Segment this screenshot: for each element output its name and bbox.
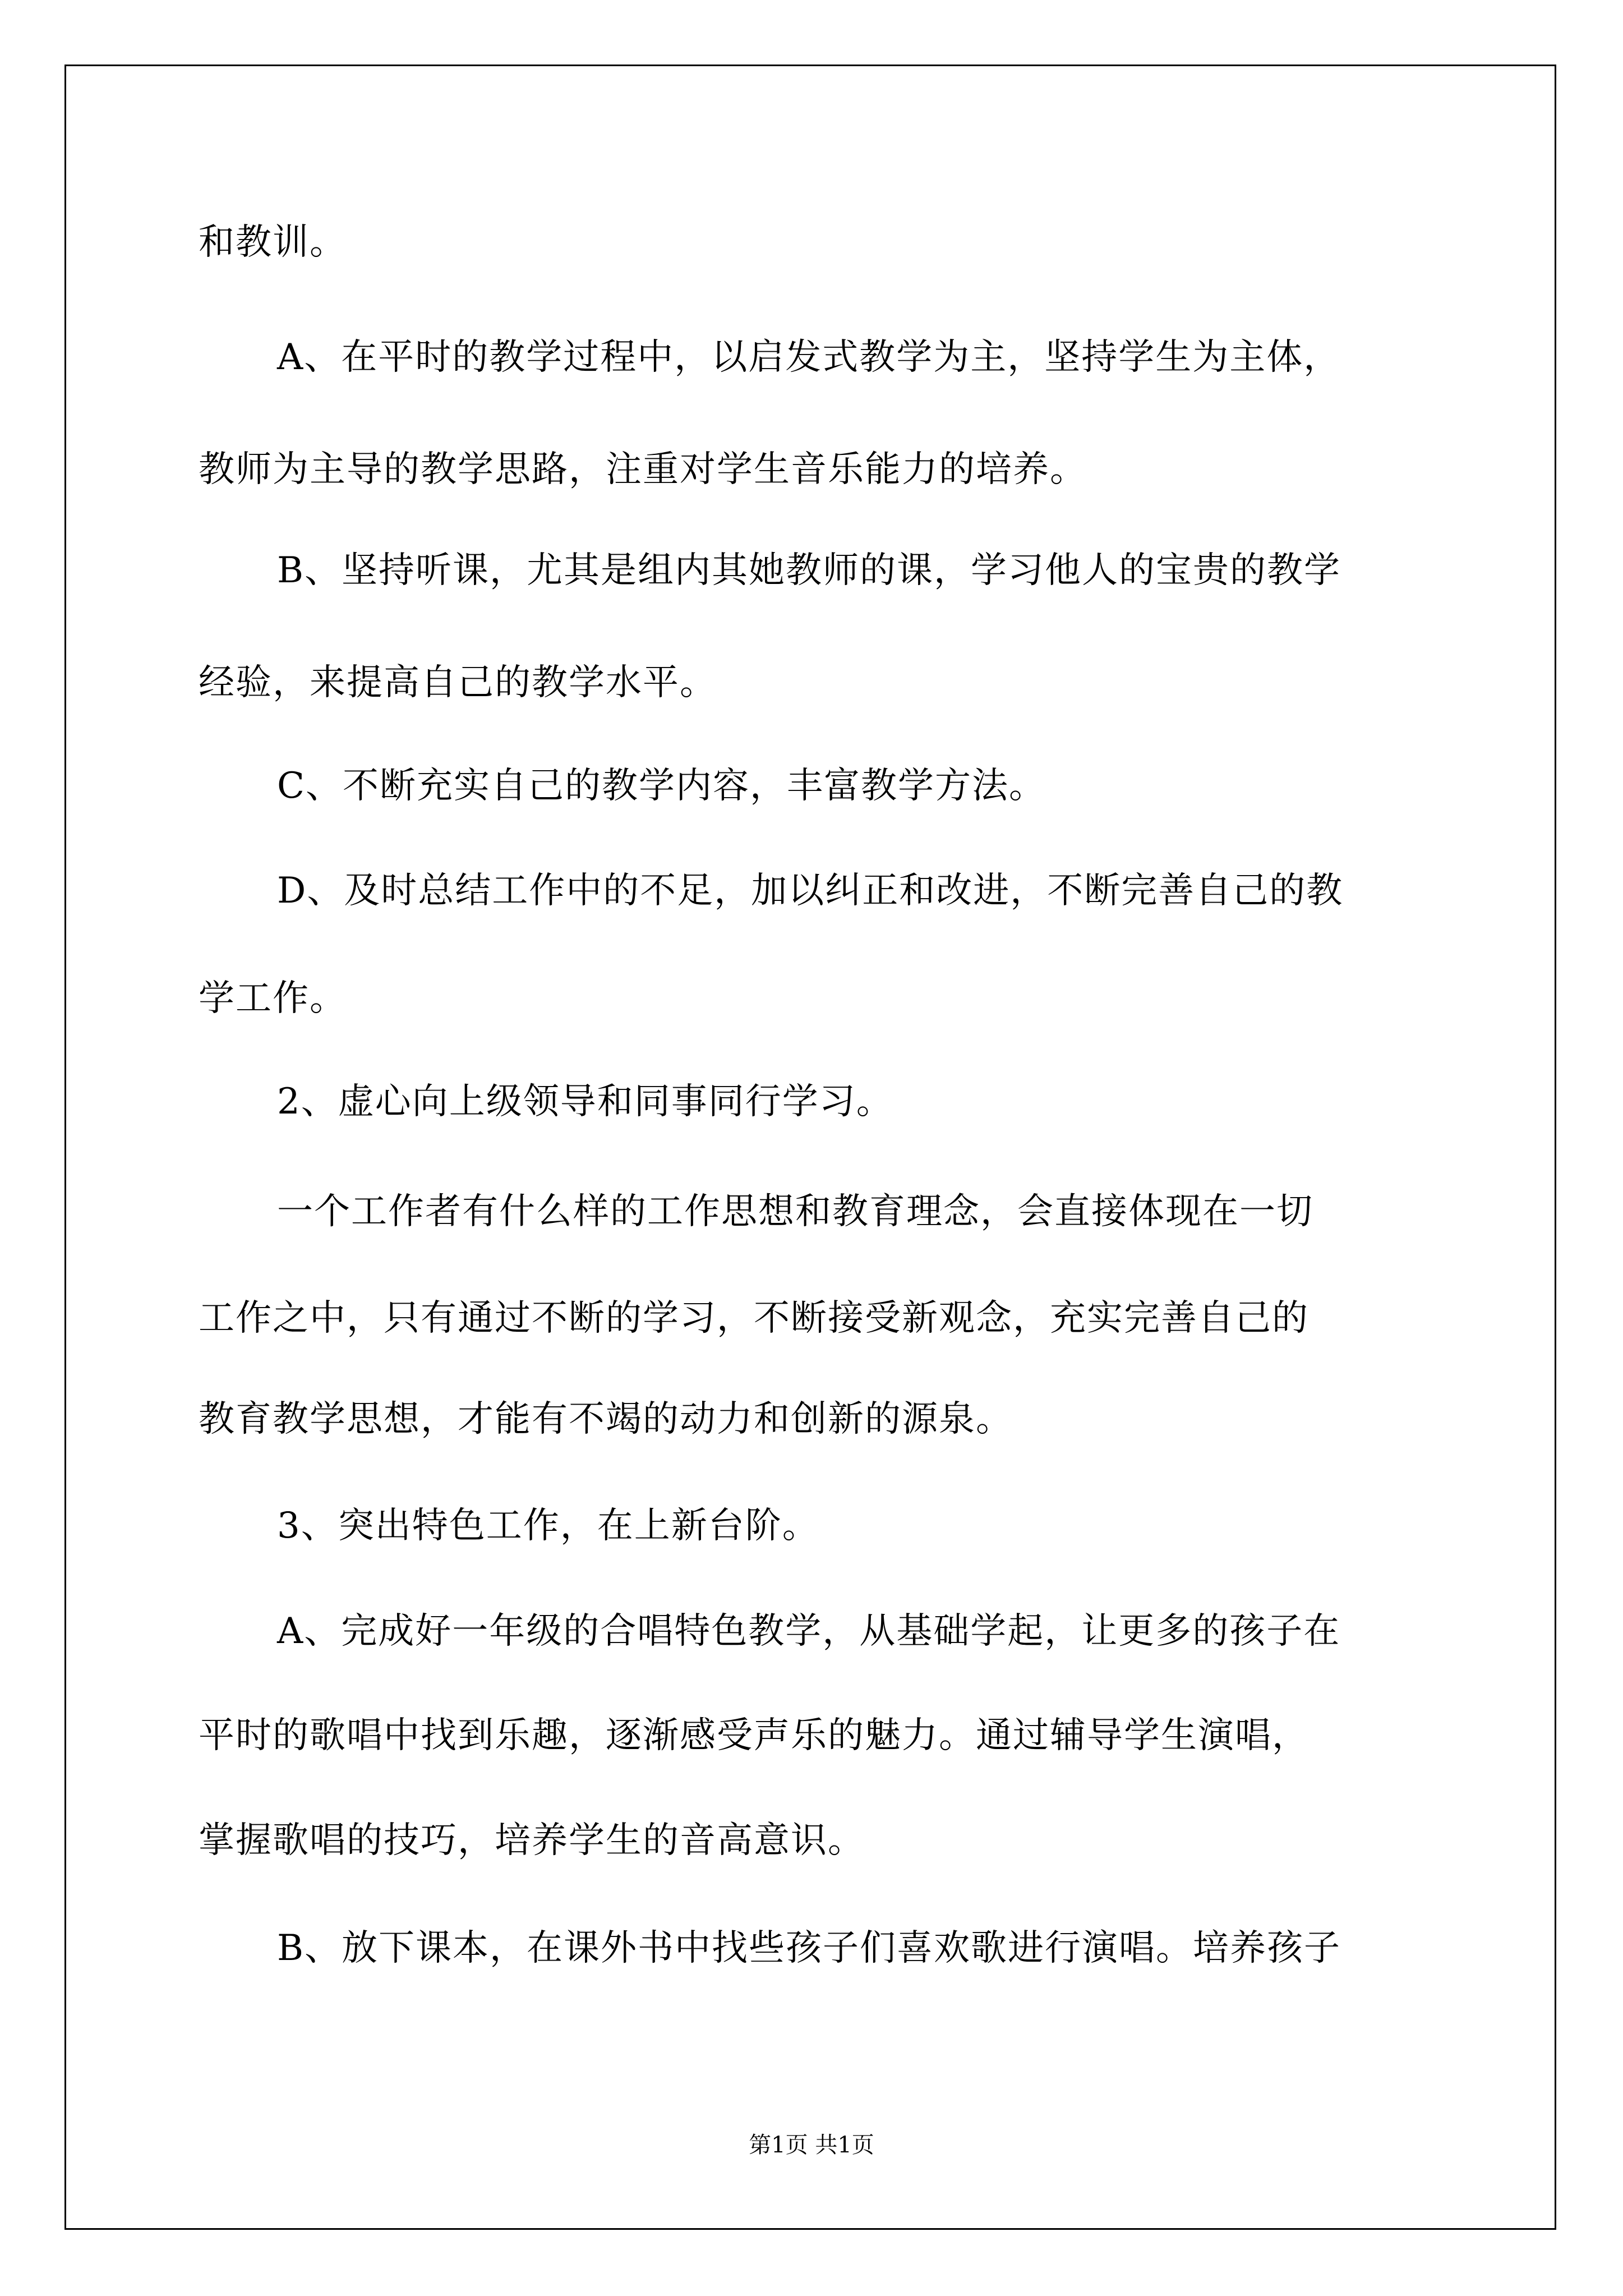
text-line: 一个工作者有什么样的工作思想和教育理念，会直接体现在一切 (277, 1191, 1313, 1232)
text-line: B、坚持听课，尤其是组内其她教师的课，学习他人的宝贵的教学 (277, 550, 1341, 591)
text-line: D、及时总结工作中的不足，加以纠正和改进，不断完善自己的教 (277, 870, 1344, 912)
text-line: 平时的歌唱中找到乐趣，逐渐感受声乐的魅力。通过辅导学生演唱， (199, 1715, 1309, 1756)
text-line: 工作之中，只有通过不断的学习，不断接受新观念，充实完善自己的 (199, 1297, 1309, 1339)
text-line: 2、虚心向上级领导和同事同行学习。 (277, 1081, 893, 1122)
text-line: C、不断充实自己的教学内容，丰富教学方法。 (277, 765, 1046, 807)
text-line: 学工作。 (199, 978, 347, 1019)
text-line: A、完成好一年级的合唱特色教学，从基础学起，让更多的孩子在 (277, 1611, 1341, 1652)
text-line: 和教训。 (199, 222, 347, 263)
text-line: 经验，来提高自己的教学水平。 (199, 662, 717, 703)
text-line: 教师为主导的教学思路，注重对学生音乐能力的培养。 (199, 449, 1087, 490)
text-line: 教育教学思想，才能有不竭的动力和创新的源泉。 (199, 1398, 1013, 1440)
text-line: 掌握歌唱的技巧，培养学生的音高意识。 (199, 1820, 865, 1861)
page-border (64, 65, 1556, 2230)
text-line: 3、突出特色工作，在上新台阶。 (277, 1505, 819, 1547)
page-footer: 第1页 共1页 (749, 2132, 874, 2158)
text-line: A、在平时的教学过程中，以启发式教学为主，坚持学生为主体， (277, 337, 1341, 378)
text-line: B、放下课本，在课外书中找些孩子们喜欢歌进行演唱。培养孩子 (277, 1927, 1341, 1969)
